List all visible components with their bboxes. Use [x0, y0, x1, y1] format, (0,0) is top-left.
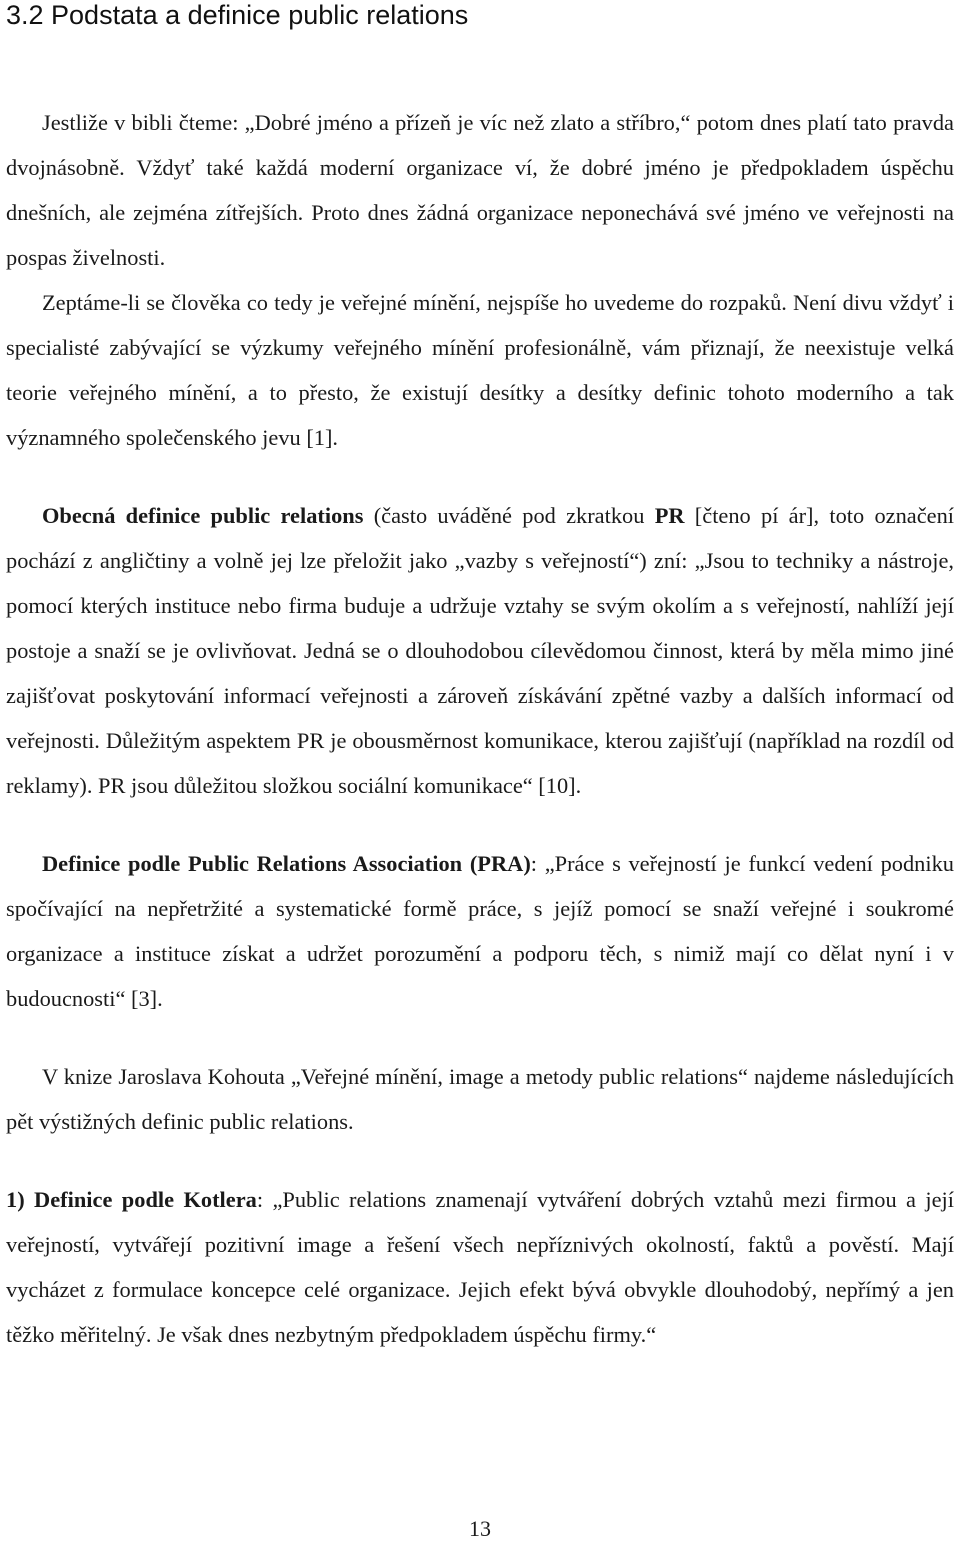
pra-abbreviation: PRA	[477, 851, 524, 876]
pra-definition-term-1: Definice podle Public Relations Association (	[42, 851, 478, 876]
paragraph-kohout-book: V knize Jaroslava Kohouta „Veřejné mínění, image a metody public relations“ najdeme následujících pět výstižných definic public relations.	[6, 1064, 954, 1134]
paragraph-public-opinion: Zeptáme-li se člověka co tedy je veřejné mínění, nejspíše ho uvedeme do rozpaků. Není divu vždyť i specialisté zabývající se výzkumy veřejného mínění profesionálně, vám přiznají, že neexistuje velká teorie veřejného mínění, a to přesto, že existují desítky a desítky definic tohoto moderního a tak významného společenského jevu [1].	[6, 290, 954, 450]
paragraph-intro: Jestliže v bibli čteme: „Dobré jméno a přízeň je víc než zlato a stříbro,“ potom dnes platí tato pravda dvojnásobně. Vždyť také každá moderní organizace ví, že dobré jméno je předpokladem úspěchu dnešních, ale zejména zítřejších. Proto dnes žádná organizace neponechává své jméno ve veřejnosti na pospas živelnosti.	[6, 110, 954, 270]
paragraph-pra-definition	[6, 841, 954, 1021]
pr-abbreviation: PR	[654, 503, 685, 528]
pra-definition-text: : „Práce s veřejností je funkcí vedení podniku spočívající na nepřetržité a systematické formě práce, s jejíž pomocí se snaží veřejné i soukromé organizace a instituce získat a udržet porozumění a podporu těch, s nimiž mají co dělat nyní i v budoucnosti“ [3].	[6, 851, 954, 1011]
general-definition-text-2: [čteno pí ár], toto označení pochází z angličtiny a volně jej lze přeložit jako „vazby s veřejností“) zní: „Jsou to techniky a nástroje, pomocí kterých instituce nebo firma buduje a udržuje vztahy se svým okolím a s veřejností, nahlíží její postoje a snaží se je ovlivňovat. Jedná se o dlouhodobou cílevědomou činnost, která by měla mimo jiné zajišťovat poskytování informací veřejnosti a zároveň získávání zpětné vazby a dalších informací od veřejnosti. Důležitým aspektem PR je obousměrnost komunikace, kterou zajišťují (například na rozdíl od reklamy). PR jsou důležitou složkou sociální komunikace“ [10].	[6, 503, 955, 798]
paragraph-kotler-definition	[6, 1177, 954, 1357]
page-number: 13	[469, 1516, 491, 1541]
kotler-definition-text: : „Public relations znamenají vytváření dobrých vztahů mezi firmou a její veřejností, vytvářejí pozitivní image a řešení všech nepříznivých okolností, faktů a pověstí. Mají vycházet z formulace koncepce celé organizace. Jejich efekt bývá obvykle dlouhodobý, nepřímý a jen těžko měřitelný. Je však dnes nezbytným předpokladem úspěchu firmy.“	[6, 1187, 955, 1347]
general-definition-text-1: (často uváděné pod zkratkou	[363, 503, 655, 528]
general-definition-term: Obecná definice public relations	[42, 503, 364, 528]
paragraph-general-definition	[6, 493, 954, 808]
kotler-definition-term: 1) Definice podle Kotlera	[6, 1187, 257, 1212]
section-title: 3.2 Podstata a definice public relations	[6, 0, 469, 30]
pra-definition-term-2: )	[523, 851, 531, 876]
